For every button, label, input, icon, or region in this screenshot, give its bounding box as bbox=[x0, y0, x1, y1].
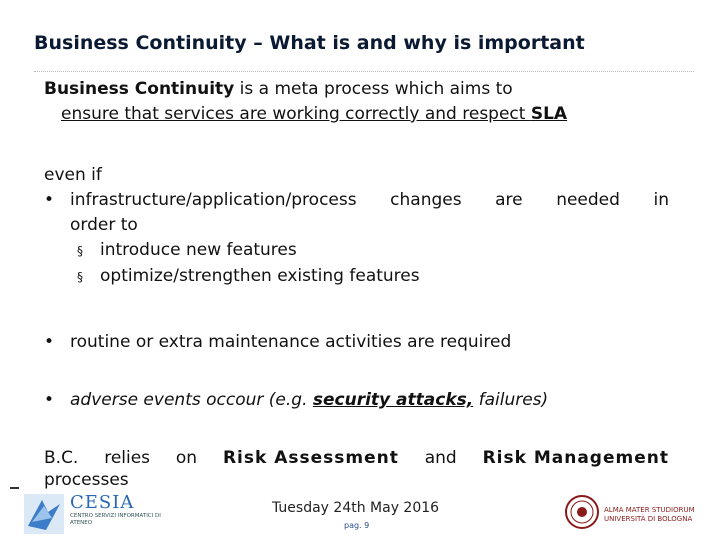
conditions-block bbox=[44, 163, 669, 290]
closing-line-2: processes bbox=[44, 470, 129, 490]
slide-margin-mark bbox=[10, 487, 19, 489]
cesia-logo bbox=[22, 492, 182, 538]
bullet-1 bbox=[44, 188, 669, 213]
sub-bullet-1-text: introduce new features bbox=[100, 240, 297, 260]
bullet-marker: • bbox=[44, 390, 55, 410]
slide-title: Business Continuity – What is and why is important bbox=[34, 32, 585, 54]
page-number: pag. 9 bbox=[344, 521, 370, 530]
bullet-2 bbox=[44, 330, 511, 355]
sub-bullet-2 bbox=[44, 264, 669, 290]
bullet-2-text: routine or extra maintenance activities are required bbox=[70, 332, 512, 352]
bullet-1-word: are bbox=[495, 190, 523, 210]
bullet-1-line-2: order to bbox=[70, 215, 138, 235]
title-divider bbox=[34, 71, 694, 72]
sub-bullet-marker: § bbox=[77, 270, 83, 284]
intro-line-1 bbox=[44, 77, 684, 102]
even-if-label: even if bbox=[44, 165, 102, 185]
sub-bullet-marker: § bbox=[77, 244, 83, 258]
bullet-1-word: changes bbox=[390, 190, 462, 210]
cesia-text bbox=[70, 492, 170, 527]
sub-bullet-2-text: optimize/strengthen existing features bbox=[100, 266, 420, 286]
university-seal-icon bbox=[564, 494, 600, 530]
security-attacks-term: security attacks, bbox=[312, 390, 474, 410]
risk-assessment-term: Risk Assessment bbox=[222, 448, 399, 468]
sla-term: SLA bbox=[530, 104, 568, 124]
intro-line-2-text: ensure that services are working correctly and respect bbox=[61, 104, 531, 124]
bullet-marker: • bbox=[44, 332, 55, 352]
footer-date: Tuesday 24th May 2016 bbox=[272, 500, 440, 516]
intro-paragraph bbox=[44, 77, 684, 127]
university-name: ALMA MATER STUDIORUM UNIVERSITÀ DI BOLOGNA bbox=[604, 506, 695, 523]
bullet-marker: • bbox=[44, 190, 55, 210]
bullet-1-word: infrastructure/application/process bbox=[70, 190, 357, 210]
bullet-1-word: needed bbox=[556, 190, 620, 210]
cesia-subtitle: CENTRO SERVIZI INFORMATICI DI ATENEO bbox=[70, 513, 161, 526]
bullet-1-word: in bbox=[653, 190, 669, 210]
bullet-3-post: failures) bbox=[473, 390, 549, 410]
bullet-3-text bbox=[70, 390, 548, 410]
closing-paragraph bbox=[44, 446, 669, 493]
bullet-1-line-1 bbox=[70, 188, 669, 213]
closing-line-1 bbox=[44, 446, 669, 471]
university-logo bbox=[564, 494, 714, 534]
bullet-3 bbox=[44, 388, 548, 413]
intro-line-1-rest: is a meta process which aims to bbox=[234, 79, 513, 99]
risk-management-term: Risk Management bbox=[482, 448, 669, 468]
closing-word: and bbox=[424, 448, 457, 468]
intro-bold-term: Business Continuity bbox=[44, 79, 235, 99]
cesia-logo-icon bbox=[22, 492, 66, 536]
cesia-name: CESIA bbox=[70, 492, 135, 513]
sub-bullet-1 bbox=[44, 238, 669, 264]
intro-line-2 bbox=[44, 102, 684, 127]
closing-word: relies bbox=[104, 448, 151, 468]
bullet-3-pre: adverse events occour (e.g. bbox=[70, 390, 313, 410]
closing-word: on bbox=[175, 448, 198, 468]
closing-word: B.C. bbox=[44, 448, 79, 468]
